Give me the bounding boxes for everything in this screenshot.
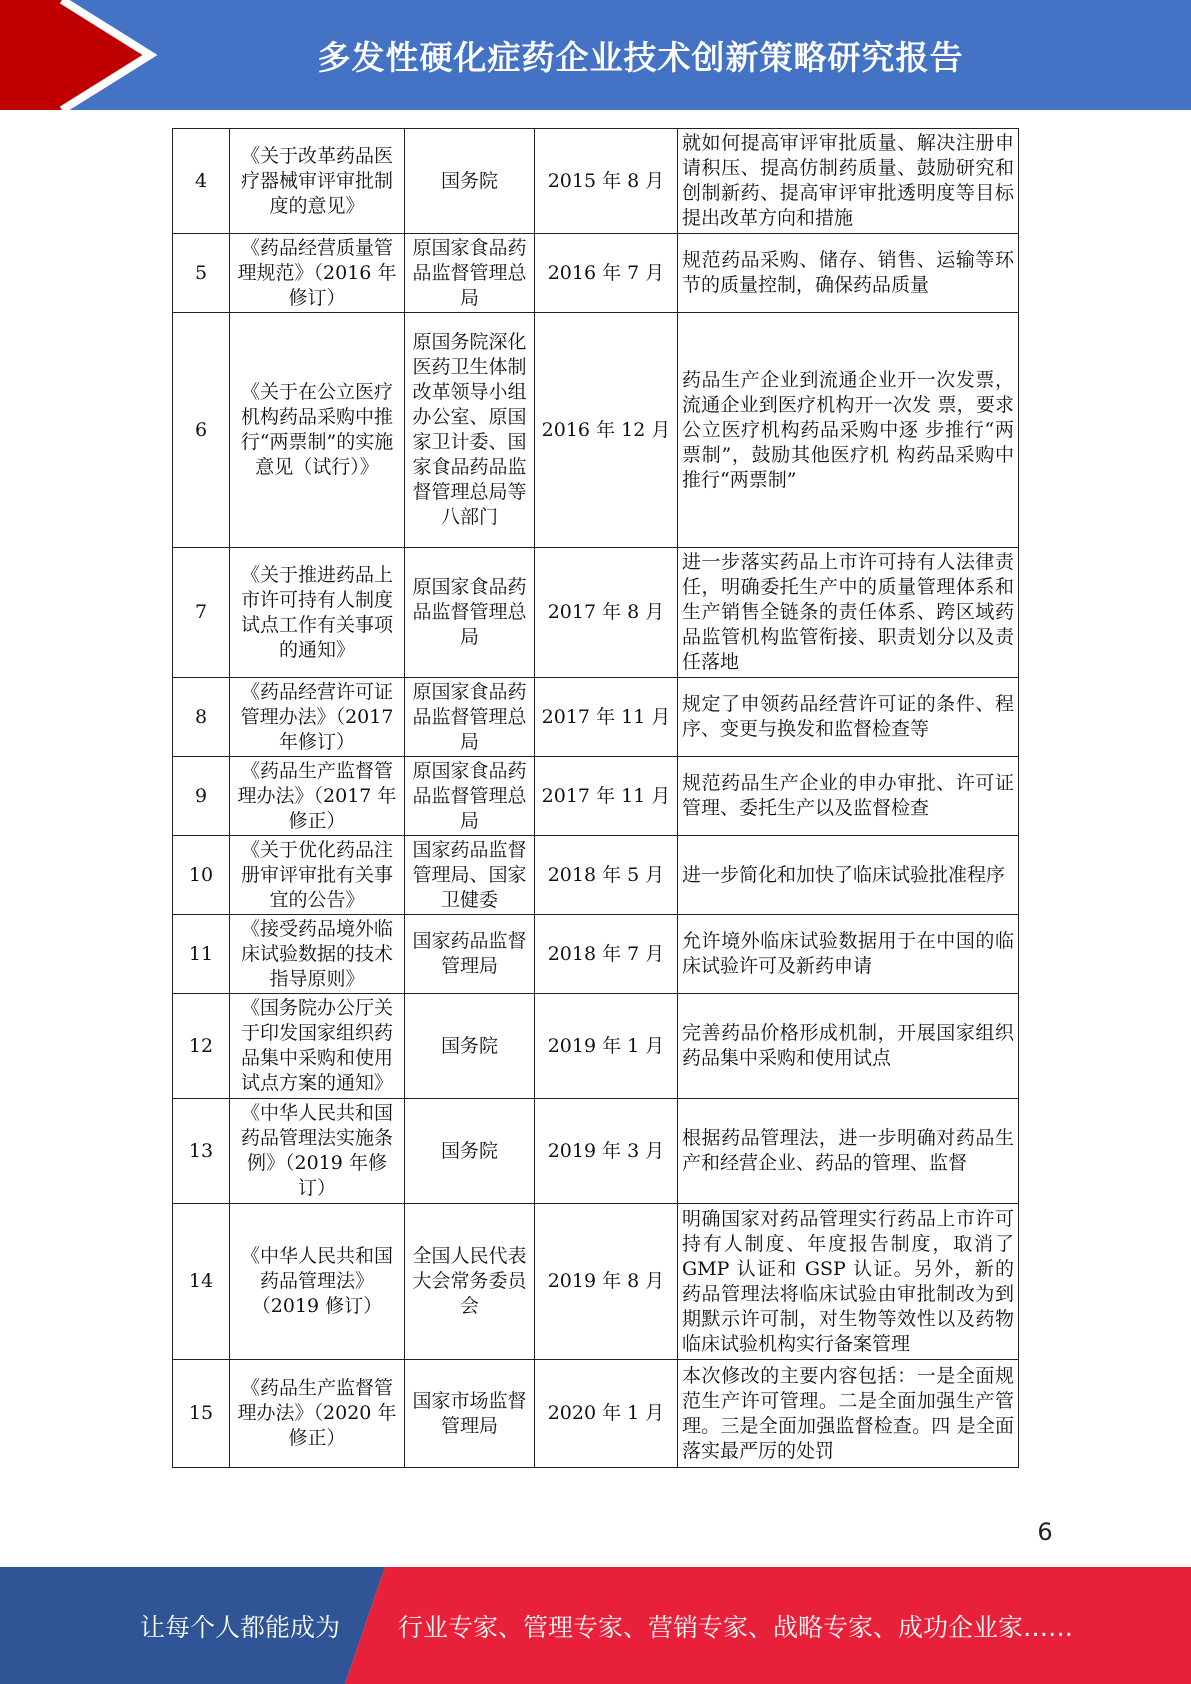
issue-date: 2015 年 8 月 <box>535 129 678 234</box>
regulation-name: 《关于优化药品注册审评审批有关事宜的公告》 <box>230 836 405 915</box>
issuing-authority: 国务院 <box>405 129 535 234</box>
issuing-authority: 原国务院深化医药卫生体制改革领导小组办公室、原国家卫计委、国家食品药品监督管理总局等八部门 <box>405 313 535 548</box>
issue-date: 2019 年 3 月 <box>535 1099 678 1204</box>
issue-date: 2016 年 7 月 <box>535 234 678 313</box>
issuing-authority: 国家药品监督管理局、国家卫健委 <box>405 836 535 915</box>
issuing-authority: 原国家食品药品监督管理总局 <box>405 678 535 757</box>
regulation-summary: 本次修改的主要内容包括：一是全面规范生产许可管理。二是全面加强生产管理。三是全面加强监督检查。四 是全面落实最严厉的处罚 <box>678 1360 1019 1468</box>
issuing-authority: 国务院 <box>405 1099 535 1204</box>
issue-date: 2018 年 5 月 <box>535 836 678 915</box>
issuing-authority: 全国人民代表大会常务委员会 <box>405 1204 535 1360</box>
regulation-name: 《关于推进药品上市许可持有人制度试点工作有关事项的通知》 <box>230 548 405 678</box>
row-number: 10 <box>173 836 230 915</box>
table-row <box>173 129 1019 234</box>
issue-date: 2017 年 11 月 <box>535 757 678 836</box>
issue-date: 2017 年 8 月 <box>535 548 678 678</box>
regulation-summary: 规范药品生产企业的申办审批、许可证管理、委托生产以及监督检查 <box>678 757 1019 836</box>
issue-date: 2019 年 1 月 <box>535 994 678 1099</box>
table-row <box>173 915 1019 994</box>
row-number: 5 <box>173 234 230 313</box>
issuing-authority: 国家药品监督管理局 <box>405 915 535 994</box>
regulation-name: 《药品生产监督管理办法》（2020 年修正） <box>230 1360 405 1468</box>
row-number: 9 <box>173 757 230 836</box>
issuing-authority: 国务院 <box>405 994 535 1099</box>
regulation-summary: 就如何提高审评审批质量、解决注册申请积压、提高仿制药质量、鼓励研究和创制新药、提高审评审批透明度等目标提出改革方向和措施 <box>678 129 1019 234</box>
table-row <box>173 836 1019 915</box>
table-row <box>173 234 1019 313</box>
regulation-summary: 进一步简化和加快了临床试验批准程序 <box>678 836 1019 915</box>
row-number: 15 <box>173 1360 230 1468</box>
regulation-name: 《国务院办公厅关于印发国家组织药品集中采购和使用试点方案的通知》 <box>230 994 405 1099</box>
regulation-summary: 允许境外临床试验数据用于在中国的临床试验许可及新药申请 <box>678 915 1019 994</box>
table-row <box>173 313 1019 548</box>
table-row <box>173 1360 1019 1468</box>
regulations-table <box>172 128 1019 1468</box>
row-number: 14 <box>173 1204 230 1360</box>
row-number: 6 <box>173 313 230 548</box>
issue-date: 2019 年 8 月 <box>535 1204 678 1360</box>
regulation-name: 《药品经营许可证管理办法》（2017 年修订） <box>230 678 405 757</box>
regulation-name: 《关于改革药品医疗器械审评审批制度的意见》 <box>230 129 405 234</box>
row-number: 11 <box>173 915 230 994</box>
row-number: 7 <box>173 548 230 678</box>
regulation-name: 《药品经营质量管理规范》（2016 年修订） <box>230 234 405 313</box>
table-row <box>173 1204 1019 1360</box>
page-number: 6 <box>1037 1518 1053 1546</box>
issue-date: 2016 年 12 月 <box>535 313 678 548</box>
regulation-summary: 药品生产企业到流通企业开一次发票，流通企业到医疗机构开一次发 票，要求公立医疗机构药品采购中逐 步推行“两票制”，鼓励其他医疗机 构药品采购中推行“两票制” <box>678 313 1019 548</box>
footer-slogan-left: 让每个人都能成为 <box>140 1612 341 1642</box>
row-number: 8 <box>173 678 230 757</box>
issuing-authority: 原国家食品药品监督管理总局 <box>405 757 535 836</box>
regulation-summary: 明确国家对药品管理实行药品上市许可持有人制度、年度报告制度，取消了 GMP 认证和 GSP 认证。另外，新的药品管理法将临床试验由审批制改为到期默示许可制，对生物等效性以及药物临床试验机构实行备案管理 <box>678 1204 1019 1360</box>
table-row <box>173 1099 1019 1204</box>
row-number: 4 <box>173 129 230 234</box>
regulation-name: 《中华人民共和国药品管理法》（2019 修订） <box>230 1204 405 1360</box>
row-number: 13 <box>173 1099 230 1204</box>
table-row <box>173 757 1019 836</box>
issuing-authority: 国家市场监督管理局 <box>405 1360 535 1468</box>
report-title: 多发性硬化症药企业技术创新策略研究报告 <box>317 37 964 77</box>
issuing-authority: 原国家食品药品监督管理总局 <box>405 548 535 678</box>
regulation-summary: 进一步落实药品上市许可持有人法律责任，明确委托生产中的质量管理体系和生产销售全链条的责任体系、跨区域药品监管机构监管衔接、职责划分以及责任落地 <box>678 548 1019 678</box>
issuing-authority: 原国家食品药品监督管理总局 <box>405 234 535 313</box>
chevron-arrow-icon <box>0 0 160 110</box>
regulation-name: 《药品生产监督管理办法》（2017 年修正） <box>230 757 405 836</box>
issue-date: 2020 年 1 月 <box>535 1360 678 1468</box>
issue-date: 2018 年 7 月 <box>535 915 678 994</box>
regulation-summary: 规范药品采购、储存、销售、运输等环节的质量控制，确保药品质量 <box>678 234 1019 313</box>
table-row <box>173 678 1019 757</box>
row-number: 12 <box>173 994 230 1099</box>
table-row <box>173 994 1019 1099</box>
regulation-name: 《中华人民共和国药品管理法实施条例》（2019 年修订） <box>230 1099 405 1204</box>
regulation-name: 《关于在公立医疗机构药品采购中推行“两票制”的实施意见（试行）》 <box>230 313 405 548</box>
regulation-summary: 完善药品价格形成机制，开展国家组织药品集中采购和使用试点 <box>678 994 1019 1099</box>
regulation-name: 《接受药品境外临床试验数据的技术指导原则》 <box>230 915 405 994</box>
issue-date: 2017 年 11 月 <box>535 678 678 757</box>
page-footer <box>0 1567 1191 1684</box>
page-header <box>0 0 1191 110</box>
table-row <box>173 548 1019 678</box>
regulation-summary: 根据药品管理法，进一步明确对药品生产和经营企业、药品的管理、监督 <box>678 1099 1019 1204</box>
regulation-summary: 规定了申领药品经营许可证的条件、程序、变更与换发和监督检查等 <box>678 678 1019 757</box>
footer-slogan-right: 行业专家、管理专家、营销专家、战略专家、成功企业家…… <box>398 1612 1074 1642</box>
